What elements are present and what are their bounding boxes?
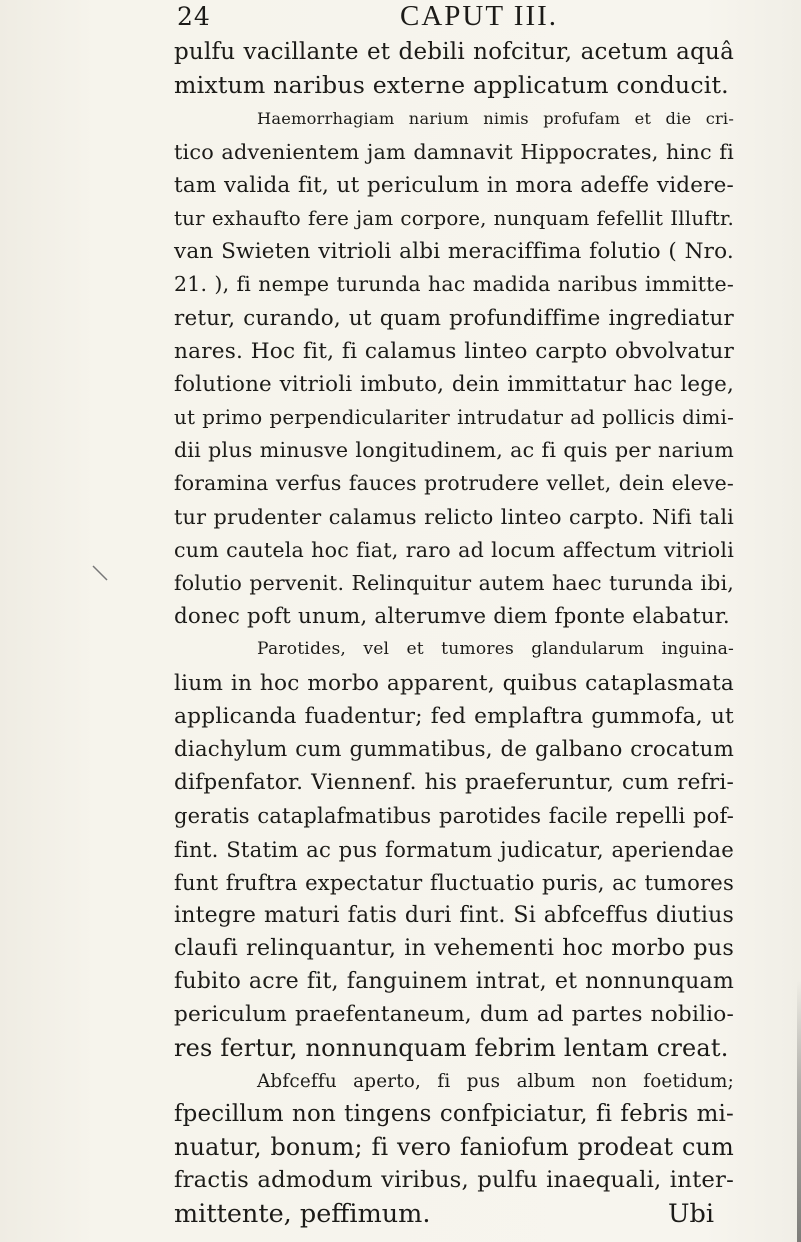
text-line: fubito acre fit, fanguinem intrat, et nonnunquam bbox=[174, 968, 734, 995]
text-line: applicanda fuadentur; fed emplaftra gummofa, ut bbox=[174, 703, 734, 729]
text-line: foramina verfus fauces protrudere vellet, dein eleve- bbox=[174, 471, 734, 496]
text-line: pulfu vacillante et debili nofcitur, acetum aquâ bbox=[174, 39, 734, 65]
text-line: Haemorrhagiam narium nimis profufam et die cri- bbox=[257, 109, 734, 129]
text-line: diachylum cum gummatibus, de galbano crocatum bbox=[174, 736, 734, 762]
text-line: tur exhaufto fere jam corpore, nunquam fefellit Illuftr. bbox=[174, 206, 734, 230]
running-head: CAPUT III. bbox=[400, 0, 559, 32]
page-number: 24 bbox=[177, 2, 211, 31]
text-line: Abfceffu aperto, fi pus album non foetidum; bbox=[257, 1070, 734, 1092]
text-line: periculum praefentaneum, dum ad partes nobilio- bbox=[174, 1002, 734, 1028]
text-line: mixtum naribus externe applicatum conducit. bbox=[174, 71, 729, 100]
text-line: res fertur, nonnunquam febrim lentam creat. bbox=[174, 1033, 729, 1062]
text-line: retur, curando, ut quam profundiffime ingrediatur bbox=[174, 305, 734, 331]
text-line: donec poft unum, alterumve diem fponte elabatur. bbox=[174, 604, 730, 630]
page-edge-shadow bbox=[797, 980, 801, 1242]
text-line: dii plus minusve longitudinem, ac fi quis per narium bbox=[174, 438, 734, 463]
text-line: folutio pervenit. Relinquitur autem haec turunda ibi, bbox=[174, 571, 734, 595]
text-line: lium in hoc morbo apparent, quibus cataplasmata bbox=[174, 670, 734, 696]
catchword: Ubi bbox=[668, 1198, 714, 1229]
text-line: folutione vitrioli imbuto, dein immittatur hac lege, bbox=[174, 371, 734, 397]
page-header bbox=[0, 0, 801, 40]
text-line: tur prudenter calamus relicto linteo carpto. Nifi tali bbox=[174, 504, 734, 529]
text-line: cum cautela hoc fiat, raro ad locum affectum vitrioli bbox=[174, 537, 734, 562]
text-line: 21. ), fi nempe turunda hac madida naribus immitte- bbox=[174, 272, 734, 297]
text-line: ut primo perpendiculariter intrudatur ad pollicis dimi- bbox=[174, 406, 734, 430]
text-line: fractis admodum viribus, pulfu inaequali, inter- bbox=[174, 1167, 734, 1194]
text-line: Parotides, vel et tumores glandularum inguina- bbox=[257, 639, 734, 660]
text-line: nuatur, bonum; fi vero faniofum prodeat cum bbox=[174, 1133, 734, 1162]
text-line: integre maturi fatis duri fint. Si abfceffus diutius bbox=[174, 902, 734, 928]
text-line: van Swieten vitrioli albi meraciffima folutio ( Nro. bbox=[174, 239, 734, 265]
text-line: geratis cataplafmatibus parotides facile repelli pof- bbox=[174, 803, 734, 829]
margin-mark-icon bbox=[90, 563, 110, 583]
text-line: claufi relinquantur, in vehementi hoc morbo pus bbox=[174, 935, 734, 962]
text-line: nares. Hoc fit, fi calamus linteo carpto obvolvatur bbox=[174, 338, 734, 364]
text-line: tam valida fit, ut periculum in mora adeffe videre- bbox=[174, 172, 734, 198]
text-line: mittente, peffimum. bbox=[174, 1198, 431, 1229]
text-line: funt fruftra expectatur fluctuatio puris, ac tumores bbox=[174, 869, 734, 895]
body-text bbox=[174, 36, 734, 1231]
text-line: fint. Statim ac pus formatum judicatur, aperiendae bbox=[174, 836, 734, 862]
text-line: tico advenientem jam damnavit Hippocrates, hinc fi bbox=[174, 139, 734, 164]
text-line: fpecillum non tingens confpiciatur, fi febris mi- bbox=[174, 1101, 734, 1127]
text-line: difpenfator. Viennenf. his praeferuntur, cum refri- bbox=[174, 770, 734, 796]
